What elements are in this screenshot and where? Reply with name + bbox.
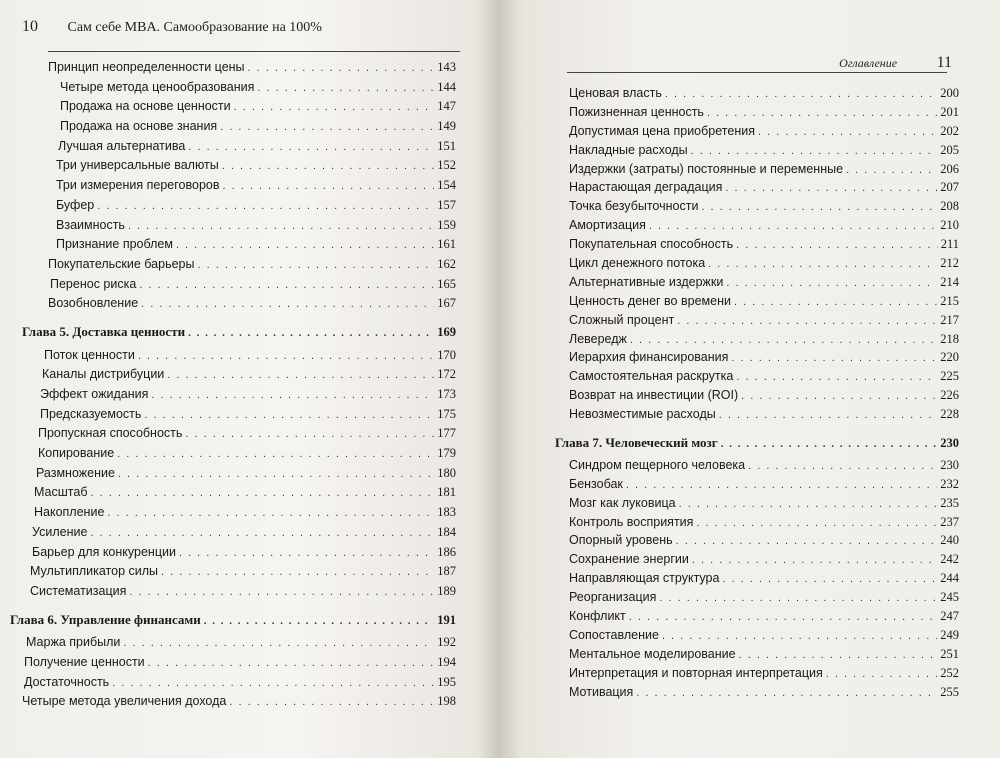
toc-entry-label: Четыре метода ценообразования bbox=[60, 79, 255, 94]
toc-entry bbox=[497, 571, 959, 590]
toc-entry bbox=[0, 60, 456, 80]
toc-entry bbox=[497, 237, 959, 256]
toc-entry-page: 214 bbox=[940, 274, 959, 289]
toc-entry-page: 251 bbox=[940, 646, 959, 661]
toc-entry-page: 218 bbox=[940, 331, 959, 346]
toc-entry-label: Признание проблем bbox=[56, 237, 173, 252]
toc-entry-page: 195 bbox=[437, 674, 456, 689]
toc-entry-label: Реорганизация bbox=[569, 590, 657, 605]
toc-entry-label: Амортизация bbox=[569, 218, 646, 233]
dot-leader bbox=[257, 82, 434, 94]
dot-leader bbox=[676, 535, 938, 547]
dot-leader bbox=[636, 687, 937, 699]
dot-leader bbox=[826, 668, 937, 680]
toc-entry-page: 147 bbox=[437, 99, 456, 114]
toc-entry bbox=[0, 564, 456, 584]
dot-leader bbox=[141, 298, 434, 310]
toc-entry-page: 235 bbox=[940, 495, 959, 510]
toc-entry-label: Глава 7. Человеческий мозг bbox=[555, 435, 718, 451]
toc-entry-page: 237 bbox=[940, 514, 959, 529]
toc-entry-page: 212 bbox=[940, 256, 959, 271]
toc-entry-label: Три измерения переговоров bbox=[56, 178, 220, 193]
toc-entry-label: Цикл денежного потока bbox=[569, 256, 706, 271]
toc-entry-label: Размножение bbox=[36, 465, 115, 480]
toc-entry-page: 245 bbox=[940, 590, 959, 605]
right-page bbox=[497, 0, 1000, 758]
toc-entry-page: 232 bbox=[940, 476, 959, 491]
toc-entry bbox=[497, 685, 959, 704]
toc-entry-page: 154 bbox=[437, 178, 456, 193]
toc-entry-page: 192 bbox=[437, 635, 456, 650]
toc-entry-page: 187 bbox=[437, 564, 456, 579]
toc-entry bbox=[0, 446, 456, 466]
toc-entry-page: 198 bbox=[437, 694, 456, 709]
toc-entry bbox=[497, 369, 959, 388]
toc-entry-page: 172 bbox=[437, 367, 456, 382]
toc-entry-label: Предсказуемость bbox=[40, 406, 142, 421]
dot-leader bbox=[701, 201, 937, 213]
toc-entry-label: Иерархия финансирования bbox=[569, 350, 729, 365]
dot-leader bbox=[161, 566, 434, 578]
toc-entry-page: 205 bbox=[940, 142, 959, 157]
right-running-title: Оглавление bbox=[839, 56, 898, 70]
toc-entry-page: 220 bbox=[940, 350, 959, 365]
toc-entry bbox=[0, 139, 456, 159]
toc-entry-page: 180 bbox=[437, 465, 456, 480]
toc-entry bbox=[0, 257, 456, 277]
dot-leader bbox=[722, 573, 937, 585]
dot-leader bbox=[151, 389, 434, 401]
toc-entry-label: Нарастающая деградация bbox=[569, 180, 723, 195]
toc-entry bbox=[0, 296, 456, 316]
toc-entry bbox=[497, 332, 959, 351]
toc-entry-page: 162 bbox=[437, 256, 456, 271]
toc-entry-label: Мультипликатор силы bbox=[30, 564, 159, 579]
toc-entry-page: 225 bbox=[940, 369, 959, 384]
dot-leader bbox=[107, 507, 434, 519]
toc-entry-label: Контроль восприятия bbox=[569, 514, 694, 529]
toc-entry bbox=[497, 590, 959, 609]
dot-leader bbox=[185, 428, 434, 440]
toc-entry bbox=[497, 552, 959, 571]
dot-leader bbox=[626, 479, 937, 491]
toc-entry bbox=[497, 275, 959, 294]
toc-entry-label: Перенос риска bbox=[50, 276, 137, 291]
toc-entry-page: 159 bbox=[437, 217, 456, 232]
toc-entry-page: 255 bbox=[940, 684, 959, 699]
toc-entry-page: 244 bbox=[940, 571, 959, 586]
toc-entry bbox=[0, 348, 456, 368]
toc-entry-page: 157 bbox=[437, 197, 456, 212]
toc-entry bbox=[497, 105, 959, 124]
toc-entry-label: Четыре метода увеличения дохода bbox=[22, 694, 227, 709]
toc-entry-label: Пожизненная ценность bbox=[569, 104, 704, 119]
left-page-number: 10 bbox=[22, 18, 38, 35]
dot-leader bbox=[665, 88, 937, 100]
dot-leader bbox=[741, 390, 937, 402]
dot-leader bbox=[758, 126, 937, 138]
dot-leader bbox=[148, 657, 435, 669]
toc-entry-label: Пропускная способность bbox=[38, 426, 183, 441]
toc-entry-label: Накопление bbox=[34, 505, 105, 520]
toc-entry-label: Глава 5. Доставка ценности bbox=[22, 323, 186, 339]
toc-entry bbox=[497, 162, 959, 181]
toc-chapter bbox=[0, 612, 456, 632]
toc-entry-label: Левередж bbox=[569, 331, 627, 346]
toc-entry-page: 177 bbox=[437, 426, 456, 441]
toc-entry bbox=[0, 545, 456, 565]
toc-entry-page: 191 bbox=[437, 612, 456, 627]
dot-leader bbox=[731, 352, 937, 364]
dot-leader bbox=[144, 409, 434, 421]
toc-entry-label: Глава 6. Управление финансами bbox=[10, 611, 201, 627]
toc-entry-label: Систематизация bbox=[30, 583, 127, 598]
toc-entry-page: 175 bbox=[437, 406, 456, 421]
toc-entry-page: 211 bbox=[940, 237, 959, 252]
dot-leader bbox=[188, 141, 434, 153]
right-toc-list bbox=[497, 86, 959, 704]
toc-entry-label: Возобновление bbox=[48, 296, 139, 311]
toc-entry-page: 228 bbox=[940, 407, 959, 422]
toc-entry-label: Ценность денег во времени bbox=[569, 293, 731, 308]
toc-entry-page: 208 bbox=[940, 199, 959, 214]
toc-entry bbox=[0, 80, 456, 100]
dot-leader bbox=[129, 586, 434, 598]
toc-entry-page: 181 bbox=[437, 485, 456, 500]
toc-entry-label: Маржа прибыли bbox=[26, 635, 121, 650]
dot-leader bbox=[736, 239, 938, 251]
toc-entry bbox=[0, 407, 456, 427]
toc-entry-page: 169 bbox=[437, 324, 456, 339]
dot-leader bbox=[696, 517, 937, 529]
toc-entry-page: 183 bbox=[437, 505, 456, 520]
toc-entry bbox=[0, 218, 456, 238]
dot-leader bbox=[138, 350, 434, 362]
toc-entry bbox=[497, 199, 959, 218]
dot-leader bbox=[725, 182, 937, 194]
toc-entry bbox=[0, 387, 456, 407]
dot-leader bbox=[234, 101, 435, 113]
toc-entry-page: 200 bbox=[940, 86, 959, 100]
toc-entry-label: Опорный уровень bbox=[569, 533, 673, 548]
dot-leader bbox=[112, 677, 434, 689]
toc-entry-page: 215 bbox=[940, 293, 959, 308]
dot-leader bbox=[679, 498, 938, 510]
toc-entry-label: Достаточность bbox=[24, 674, 110, 689]
toc-entry-page: 189 bbox=[437, 583, 456, 598]
toc-entry-label: Покупательские барьеры bbox=[48, 256, 195, 271]
toc-entry-label: Продажа на основе ценности bbox=[60, 99, 231, 114]
toc-entry-label: Получение ценности bbox=[24, 654, 145, 669]
toc-entry-label: Издержки (затраты) постоянные и переменные bbox=[569, 161, 844, 176]
toc-entry bbox=[0, 525, 456, 545]
dot-leader bbox=[123, 637, 434, 649]
toc-entry bbox=[497, 256, 959, 275]
dot-leader bbox=[649, 220, 937, 232]
dot-leader bbox=[128, 220, 434, 232]
toc-entry-page: 186 bbox=[437, 544, 456, 559]
toc-entry bbox=[497, 628, 959, 647]
toc-entry-label: Мозг как луковица bbox=[569, 495, 676, 510]
toc-entry bbox=[0, 426, 456, 446]
dot-leader bbox=[734, 296, 937, 308]
dot-leader bbox=[204, 615, 435, 627]
toc-entry bbox=[497, 218, 959, 237]
toc-entry bbox=[497, 533, 959, 552]
toc-entry bbox=[0, 237, 456, 257]
toc-entry-label: Покупательная способность bbox=[569, 237, 734, 252]
toc-entry-page: 144 bbox=[437, 79, 456, 94]
toc-entry bbox=[497, 515, 959, 534]
toc-entry-label: Лучшая альтернатива bbox=[58, 138, 186, 153]
toc-entry-page: 217 bbox=[940, 312, 959, 327]
toc-entry bbox=[0, 485, 456, 505]
toc-entry-label: Направляющая структура bbox=[569, 571, 720, 586]
toc-entry-label: Интерпретация и повторная интерпретация bbox=[569, 665, 823, 680]
toc-entry-label: Сохранение энергии bbox=[569, 552, 689, 567]
dot-leader bbox=[139, 279, 434, 291]
toc-entry bbox=[0, 694, 456, 714]
toc-entry-page: 230 bbox=[940, 457, 959, 472]
toc-entry-label: Невозместимые расходы bbox=[569, 407, 716, 422]
toc-entry bbox=[497, 180, 959, 199]
toc-entry bbox=[497, 496, 959, 515]
toc-entry bbox=[0, 367, 456, 387]
toc-entry bbox=[497, 294, 959, 313]
dot-leader bbox=[90, 487, 434, 499]
toc-entry-page: 240 bbox=[940, 533, 959, 548]
toc-entry bbox=[0, 675, 456, 695]
toc-entry-page: 242 bbox=[940, 552, 959, 567]
toc-entry bbox=[0, 178, 456, 198]
toc-entry-label: Усиление bbox=[32, 524, 88, 539]
left-running-head bbox=[22, 18, 322, 36]
toc-entry-label: Каналы дистрибуции bbox=[42, 367, 165, 382]
toc-entry-label: Продажа на основе знания bbox=[60, 119, 218, 134]
toc-entry bbox=[0, 655, 456, 675]
dot-leader bbox=[719, 409, 938, 421]
toc-entry-page: 206 bbox=[940, 161, 959, 176]
toc-entry bbox=[497, 313, 959, 332]
dot-leader bbox=[630, 334, 937, 346]
toc-entry-label: Допустимая цена приобретения bbox=[569, 123, 755, 138]
toc-entry-label: Ценовая власть bbox=[569, 86, 662, 100]
toc-entry bbox=[497, 407, 959, 426]
toc-entry-page: 207 bbox=[940, 180, 959, 195]
toc-entry-page: 202 bbox=[940, 123, 959, 138]
toc-entry bbox=[0, 505, 456, 525]
dot-leader bbox=[726, 277, 937, 289]
dot-leader bbox=[222, 160, 434, 172]
toc-entry-page: 143 bbox=[437, 60, 456, 74]
dot-leader bbox=[629, 611, 937, 623]
toc-entry bbox=[0, 584, 456, 604]
dot-leader bbox=[691, 145, 938, 157]
toc-entry-label: Синдром пещерного человека bbox=[569, 457, 746, 472]
toc-entry-label: Принцип неопределенности цены bbox=[48, 60, 245, 74]
dot-leader bbox=[739, 649, 938, 661]
toc-entry-label: Точка безубыточности bbox=[569, 199, 699, 214]
dot-leader bbox=[118, 468, 434, 480]
toc-entry-label: Сопоставление bbox=[569, 627, 659, 642]
left-toc-list bbox=[0, 60, 456, 714]
dot-leader bbox=[721, 438, 938, 450]
dot-leader bbox=[223, 180, 435, 192]
dot-leader bbox=[707, 107, 937, 119]
toc-entry bbox=[497, 350, 959, 369]
left-header-rule bbox=[48, 51, 460, 52]
toc-entry-page: 201 bbox=[940, 104, 959, 119]
toc-entry-label: Конфликт bbox=[569, 609, 626, 624]
toc-entry-page: 165 bbox=[437, 276, 456, 291]
toc-entry bbox=[0, 119, 456, 139]
toc-entry-label: Сложный процент bbox=[569, 312, 675, 327]
toc-entry-page: 210 bbox=[940, 218, 959, 233]
toc-chapter bbox=[497, 435, 959, 454]
toc-entry-label: Поток ценности bbox=[44, 347, 135, 362]
left-page bbox=[0, 0, 497, 758]
dot-leader bbox=[736, 371, 937, 383]
toc-entry bbox=[497, 124, 959, 143]
dot-leader bbox=[708, 258, 937, 270]
toc-entry-label: Ментальное моделирование bbox=[569, 646, 736, 661]
dot-leader bbox=[176, 239, 434, 251]
dot-leader bbox=[117, 448, 434, 460]
toc-entry-page: 170 bbox=[437, 347, 456, 362]
toc-entry-label: Бензобак bbox=[569, 476, 623, 491]
toc-entry-page: 152 bbox=[437, 158, 456, 173]
toc-entry-page: 247 bbox=[940, 609, 959, 624]
dot-leader bbox=[179, 547, 434, 559]
toc-entry-label: Мотивация bbox=[569, 684, 634, 699]
dot-leader bbox=[748, 460, 937, 472]
toc-entry bbox=[0, 158, 456, 178]
dot-leader bbox=[248, 62, 435, 74]
toc-entry-page: 252 bbox=[940, 665, 959, 680]
toc-entry bbox=[497, 647, 959, 666]
toc-entry bbox=[497, 458, 959, 477]
toc-entry bbox=[0, 466, 456, 486]
toc-entry-page: 230 bbox=[940, 436, 959, 451]
toc-entry bbox=[497, 388, 959, 407]
dot-leader bbox=[90, 527, 434, 539]
right-header-rule bbox=[567, 72, 947, 73]
toc-entry bbox=[0, 635, 456, 655]
toc-entry bbox=[0, 277, 456, 297]
toc-entry bbox=[497, 609, 959, 628]
toc-entry bbox=[497, 143, 959, 162]
toc-entry-label: Эффект ожидания bbox=[40, 387, 149, 401]
toc-entry-page: 249 bbox=[940, 627, 959, 642]
toc-entry bbox=[0, 99, 456, 119]
toc-entry bbox=[497, 666, 959, 685]
dot-leader bbox=[659, 592, 937, 604]
dot-leader bbox=[677, 315, 937, 327]
dot-leader bbox=[197, 259, 434, 271]
toc-entry-label: Самостоятельная раскрутка bbox=[569, 369, 734, 384]
toc-entry-page: 149 bbox=[437, 119, 456, 134]
dot-leader bbox=[220, 121, 434, 133]
right-page-number: 11 bbox=[936, 54, 952, 71]
dot-leader bbox=[97, 200, 434, 212]
toc-entry-page: 167 bbox=[437, 296, 456, 311]
dot-leader bbox=[188, 327, 434, 339]
toc-entry-label: Буфер bbox=[56, 197, 95, 212]
right-running-head bbox=[839, 54, 952, 72]
toc-entry-label: Масштаб bbox=[34, 485, 88, 500]
toc-entry-label: Три универсальные валюты bbox=[56, 158, 219, 173]
toc-entry-page: 173 bbox=[437, 387, 456, 401]
toc-entry bbox=[497, 477, 959, 496]
toc-entry bbox=[497, 86, 959, 105]
toc-entry-label: Барьер для конкуренции bbox=[32, 544, 176, 559]
dot-leader bbox=[229, 696, 434, 708]
dot-leader bbox=[692, 554, 937, 566]
toc-entry-label: Возврат на инвестиции (ROI) bbox=[569, 388, 739, 403]
dot-leader bbox=[662, 630, 937, 642]
toc-entry-label: Копирование bbox=[38, 446, 115, 461]
toc-entry-page: 161 bbox=[437, 237, 456, 252]
left-running-title: Сам себе MBA. Самообразование на 100% bbox=[67, 20, 322, 35]
toc-entry-label: Взаимность bbox=[56, 217, 125, 232]
toc-entry-label: Альтернативные издержки bbox=[569, 274, 724, 289]
toc-entry-page: 194 bbox=[437, 654, 456, 669]
toc-entry-page: 226 bbox=[940, 388, 959, 403]
toc-entry-page: 151 bbox=[437, 138, 456, 153]
toc-entry-page: 179 bbox=[437, 446, 456, 461]
toc-entry bbox=[0, 198, 456, 218]
toc-chapter bbox=[0, 324, 456, 344]
dot-leader bbox=[846, 164, 937, 176]
toc-entry-page: 184 bbox=[437, 524, 456, 539]
dot-leader bbox=[167, 369, 434, 381]
toc-entry-label: Накладные расходы bbox=[569, 142, 688, 157]
